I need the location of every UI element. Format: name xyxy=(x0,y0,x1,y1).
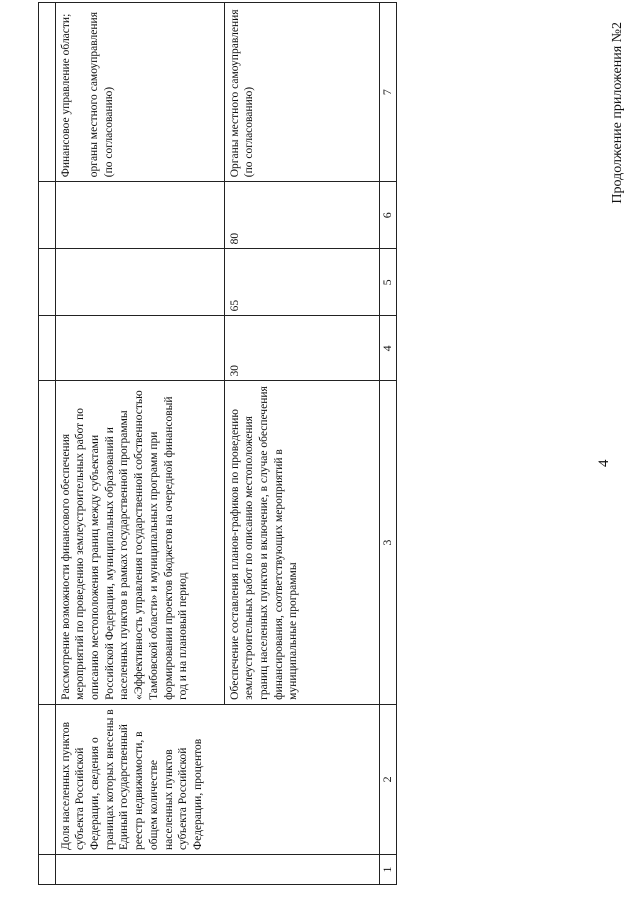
header-row xyxy=(380,3,397,885)
value-cell: 65 xyxy=(225,249,380,316)
cell-empty xyxy=(39,704,56,854)
column-header: 3 xyxy=(380,381,397,704)
table-row xyxy=(225,3,380,885)
cell-empty xyxy=(39,381,56,704)
value-cell: 30 xyxy=(225,316,380,381)
measure-cell: Обеспечение составления планов-графиков по проведению землеустроительных работ по описанию местоположения границ населенных пунктов и включение, в случае обеспечения финансирования, соответствующих мероприятий в муниципальные программы xyxy=(225,381,380,704)
column-header: 5 xyxy=(380,249,397,316)
cell-empty xyxy=(39,316,56,381)
column-header: 2 xyxy=(380,704,397,854)
value-cell xyxy=(56,182,225,249)
cell-empty xyxy=(39,249,56,316)
responsible-cell: Органы местного самоуправления (по согласованию) xyxy=(225,3,380,182)
measures-table xyxy=(38,2,397,885)
cell-empty xyxy=(39,3,56,182)
cell-empty xyxy=(39,854,56,884)
column-header: 4 xyxy=(380,316,397,381)
column-header: 1 xyxy=(380,854,397,884)
table-row xyxy=(39,3,56,885)
cell-empty xyxy=(56,854,380,884)
responsible-line: органы местного самоуправления (по согласованию) xyxy=(88,12,116,178)
value-cell xyxy=(56,249,225,316)
continuation-label: Продолжение приложения №2 xyxy=(610,22,625,204)
indicator-cell: Доля населенных пунктов субъекта Российской Федерации, сведения о границах которых внесены в Единый государственный реестр недвижимости, в общем количестве населенных пунктов субъекта Российской Федерации, процентов xyxy=(56,704,380,854)
page-number: 4 xyxy=(596,459,612,467)
responsible-cell xyxy=(56,3,225,182)
measure-cell: Рассмотрение возможности финансового обеспечения мероприятий по проведению землеустроительных работ по описанию местоположения границ между субъектами Российской Федерации, муниципальных образований и населенных пунктов в рамках государственной программы «Эффективность управления государственной собственностью Тамбовской области» и муниципальных программ при формировании проектов бюджетов на очередной финансовый год и на плановый период xyxy=(56,381,225,704)
value-cell xyxy=(56,316,225,381)
value-cell: 80 xyxy=(225,182,380,249)
responsible-line: Финансовое управление области; xyxy=(60,13,72,178)
column-header: 6 xyxy=(380,182,397,249)
cell-empty xyxy=(39,182,56,249)
column-header: 7 xyxy=(380,3,397,182)
